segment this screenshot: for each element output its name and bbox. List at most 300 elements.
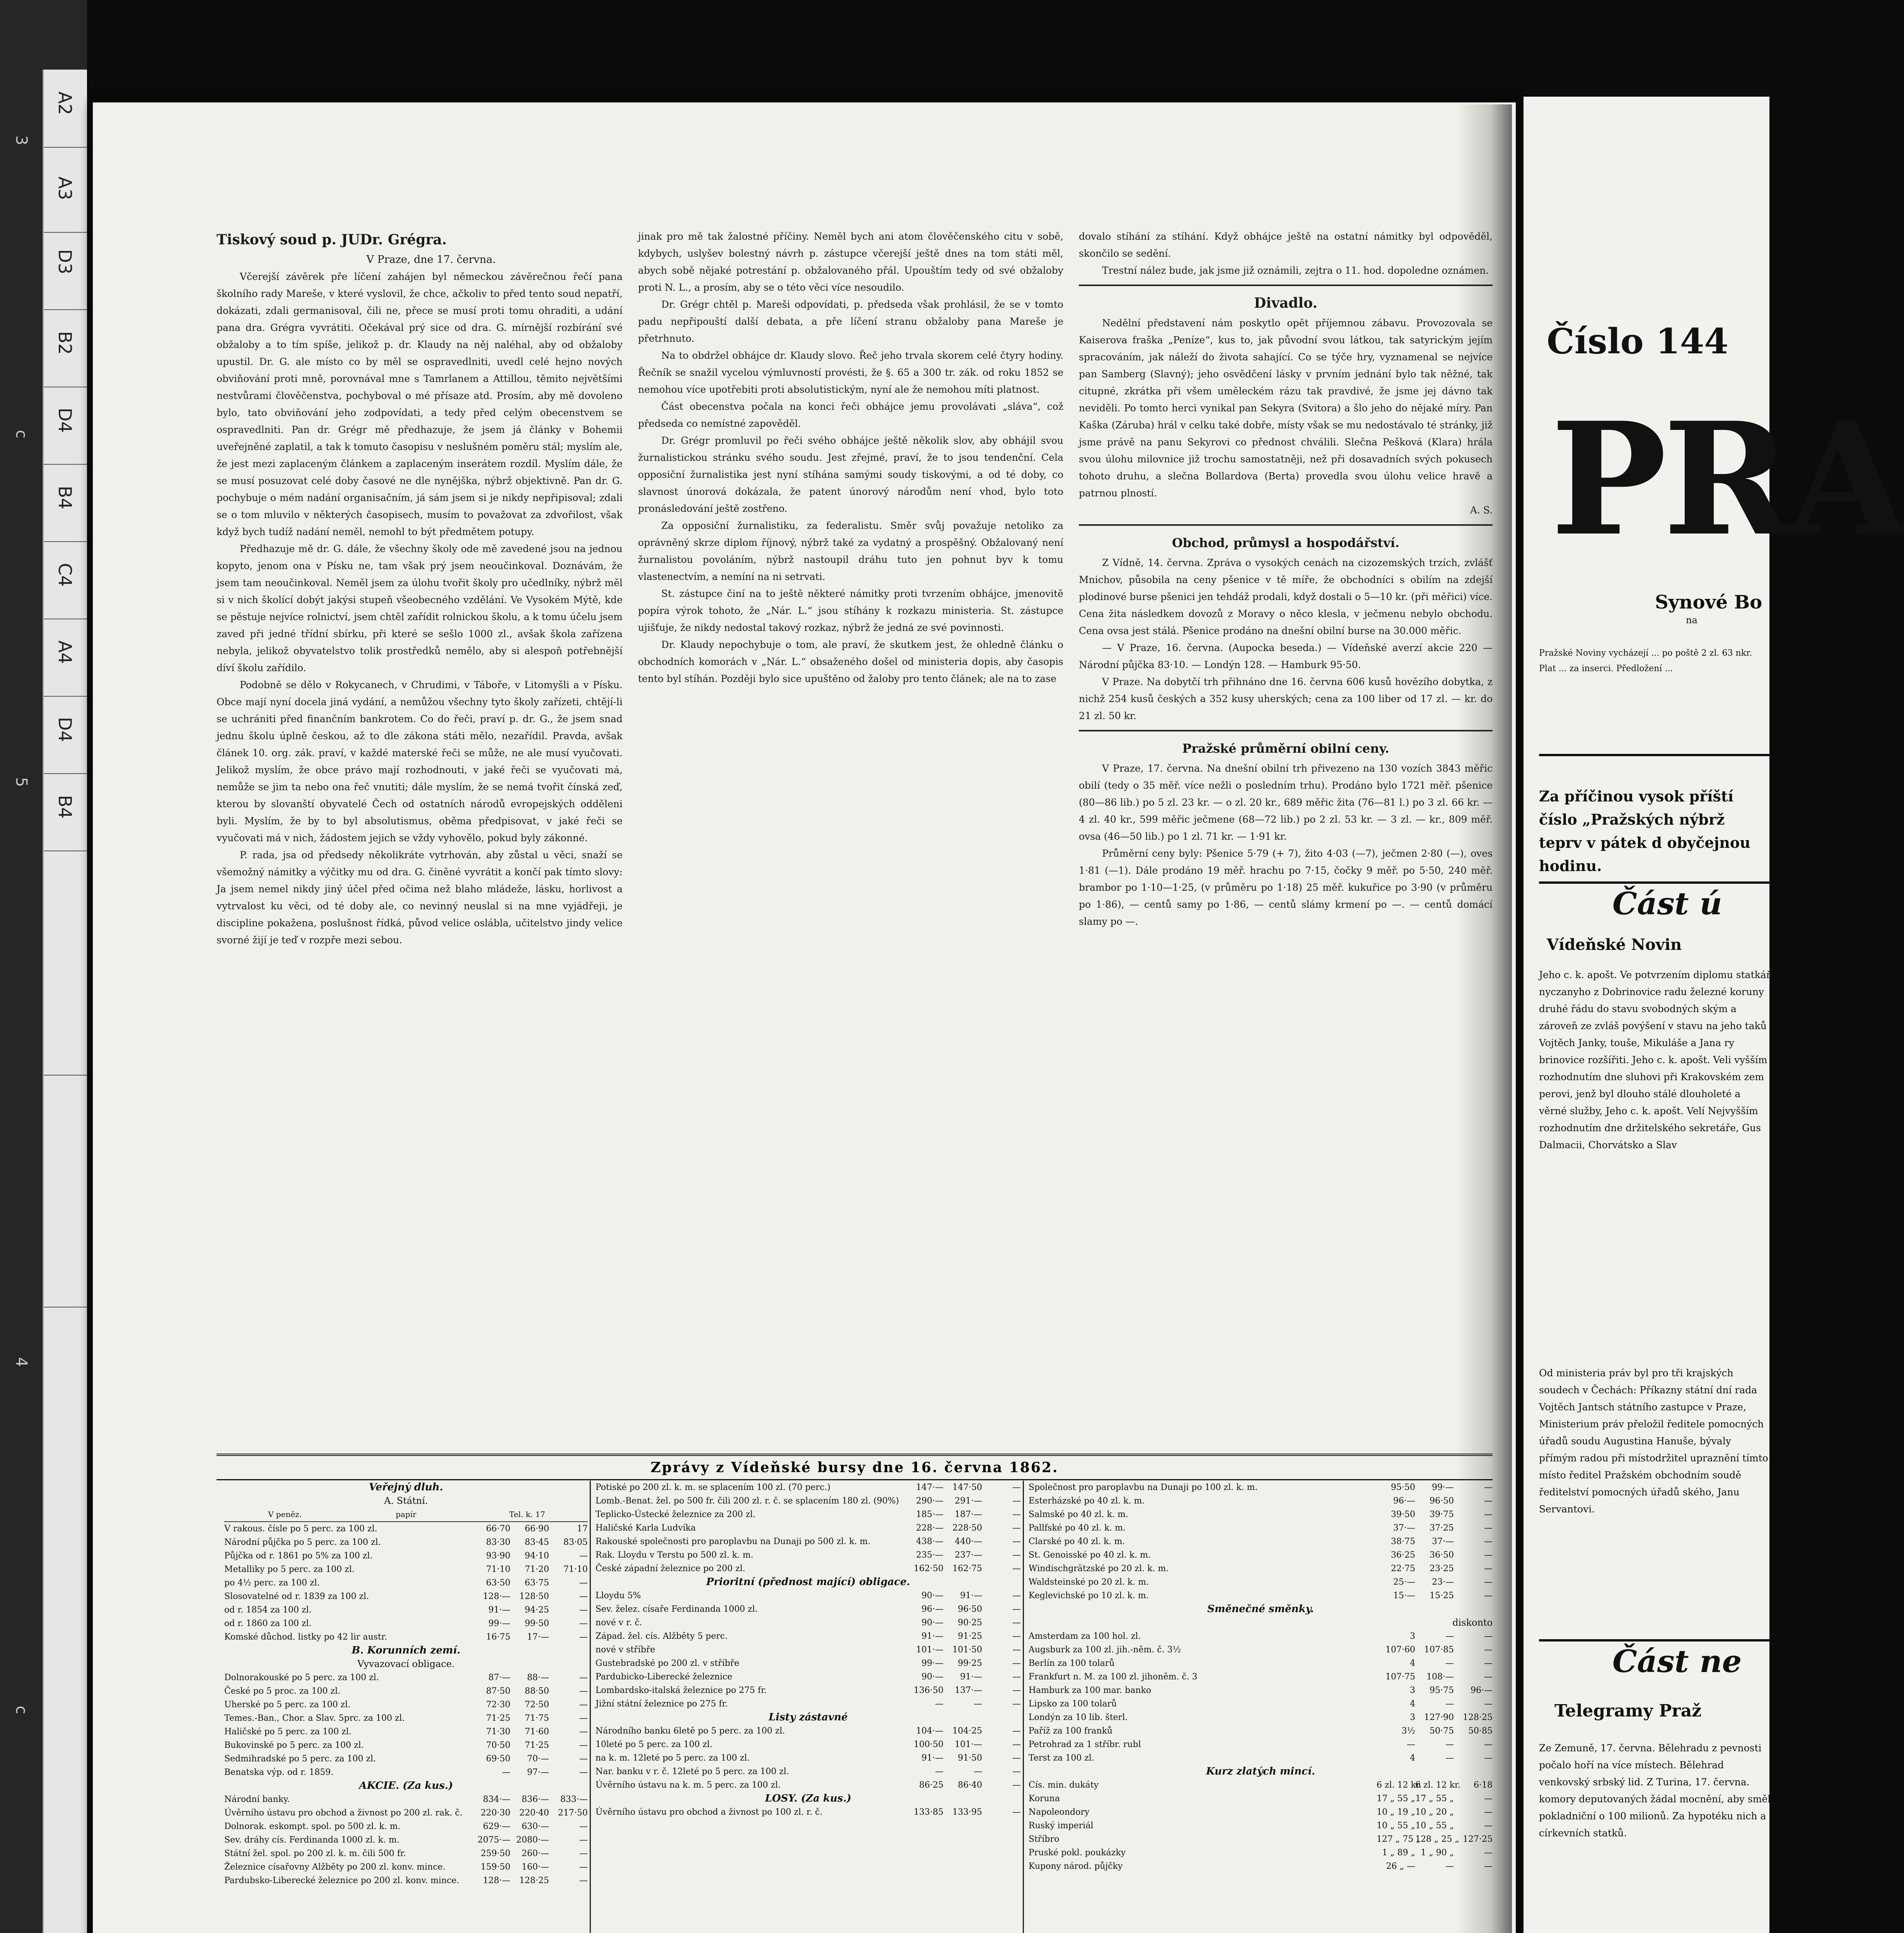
security-name: Společnost pro paroplavbu na Dunaji po 100 zl. k. m. [1029, 1483, 1258, 1492]
price-cell: 38·75 [1391, 1537, 1415, 1546]
bursa-row [1029, 1630, 1493, 1643]
price-cell: 107·60 [1385, 1645, 1415, 1655]
price-cell: 133·95 [952, 1807, 982, 1817]
price-cell: — [1012, 1672, 1021, 1682]
price-cell: 1 „ 89 „ [1382, 1848, 1415, 1858]
bursa-row [224, 1711, 588, 1725]
bursa-row [224, 1725, 588, 1739]
bursa-row [224, 1603, 588, 1617]
bursa-row [1029, 1508, 1493, 1521]
price-cell: — [1445, 1699, 1454, 1709]
security-name: Londýn za 10 lib. šterl. [1029, 1713, 1128, 1722]
price-cell: — [1445, 1861, 1454, 1871]
price-cell: — [1012, 1767, 1021, 1776]
security-name: Terst za 100 zl. [1029, 1753, 1094, 1763]
price-cell: 101·— [916, 1645, 943, 1655]
bursa-row [1029, 1819, 1493, 1832]
price-cell: 10 „ 55 „ [1377, 1821, 1415, 1831]
ruler-label: B4 [55, 486, 75, 510]
bursa-row [1029, 1643, 1493, 1657]
ruler-tick [44, 309, 87, 310]
price-cell: 6 zl. 12 kr. [1415, 1780, 1461, 1790]
security-name: Pardubsko-Liberecké železnice po 200 zl. konv. mince. [224, 1876, 459, 1885]
security-name: Koruna [1029, 1794, 1060, 1803]
bursa-section-title: Směnečné směnky. [1207, 1603, 1314, 1615]
bursa-rows [1029, 1481, 1493, 1602]
article-column-2 [638, 228, 1063, 1438]
article-paragraph: P. rada, jsa od předsedy několikráte vytrhován, aby zůstal u věci, snaží se všemožný námitky a výčitky mu od dra. G. činěné vyvrátit a končí pak tímto slovy: Ja jsem nemel nikdy jiný účel před očima než blaho mládeže, lásku, horlivost a vytrvalost ku věci, od té doby ale, co nevinný neuslal si na mne vyjádřeji, je discipline pokažena, poslušnost řídká, původ velice oslábla, učitelstvo jindy velice svorné žijí je teď v rozpře mezi sebou. [217, 849, 623, 946]
price-cell: — [1012, 1645, 1021, 1655]
bursa-row [224, 1752, 588, 1766]
security-name: Metalliky po 5 perc. za 100 zl. [224, 1565, 355, 1574]
security-name: Temes.-Ban., Chor. a Slav. 5prc. za 100 zl. [224, 1713, 405, 1723]
section-text: Od ministeria práv byl pro tři krajských soudech v Čechách: Příkazny státní dní rada Vojtěch Jantsch státního zastupce v Praze, Ministerium práv přeložil ředitele pomocných úřadů soudu Augustina Hanuše, bývaly přímým radou při místodržitel upraznění tímto místo ředitel Pražském obchodním soudě ředitelství pomocných úřadů ského, Janu Servantovi. [1539, 1367, 1768, 1515]
price-cell: 147·— [916, 1483, 943, 1492]
price-cell: 72·30 [486, 1700, 510, 1710]
security-name: Železnice císařovny Alžběty po 200 zl. konv. mince. [224, 1862, 445, 1872]
bursa-row [595, 1657, 1021, 1670]
security-name: Rak. Lloydu v Terstu po 500 zl. k. m. [595, 1550, 754, 1560]
price-cell: 2080·— [516, 1835, 549, 1845]
price-cell: 99·— [921, 1659, 943, 1668]
price-cell: 94·10 [525, 1551, 549, 1561]
price-cell: 17 „ 55 „ [1377, 1794, 1415, 1803]
price-cell: — [1484, 1672, 1493, 1682]
security-name: Dolnorakouské po 5 perc. za 100 zl. [224, 1673, 379, 1682]
price-cell: 95·75 [1430, 1686, 1454, 1695]
price-cell: 23·— [1432, 1577, 1454, 1587]
price-cell: — [1484, 1807, 1493, 1817]
security-name: Potiské po 200 zl. k. m. se splacením 100 zl. (70 perc.) [595, 1483, 831, 1492]
ruler-edge-mark: c [12, 430, 30, 438]
security-name: Waldsteinské po 20 zl. k. m. [1029, 1577, 1149, 1587]
column-rule [1023, 1481, 1024, 1933]
price-cell: 83·45 [525, 1538, 549, 1547]
article-paragraph: Za opposiční žurnalistiku, za federalistu. Směr svůj považuje netoliko za oprávněný skrze diplom říjnový, nýbrž také za vydatný a prospěšný. Obžalovaný není žurnalistou povoláním, nýbrž nastoupil dráhu tuto jen pohnut byv k tomu vlastenectvím, a nemíní na ni setrvati. [638, 520, 1063, 582]
price-cell: 93·90 [486, 1551, 510, 1561]
price-cell: 36·50 [1430, 1550, 1454, 1560]
price-cell: 10 „ 19 „ [1377, 1807, 1415, 1817]
price-cell: 128·25 [519, 1876, 549, 1885]
ruler-tick [44, 147, 87, 148]
price-cell: — [1407, 1740, 1415, 1749]
price-cell: — [935, 1767, 943, 1776]
price-cell: — [1012, 1807, 1021, 1817]
price-cell: — [1012, 1618, 1021, 1628]
price-cell: 87·— [488, 1673, 510, 1682]
price-cell: — [1484, 1577, 1493, 1587]
bursa-row [595, 1494, 1021, 1508]
ruler-label: B2 [55, 331, 75, 355]
price-cell: 90·— [921, 1672, 943, 1682]
security-name: Cís. min. dukáty [1029, 1780, 1099, 1790]
price-cell: 94·25 [525, 1605, 549, 1615]
article-paragraph: Dr. Grégr chtěl p. Mareši odpovídati, p. předseda však prohlásil, že se v tomto padu nepřipouští další debata, a pře líčení stranu obžaloby pana Mareše je přetrhnuto. [638, 299, 1063, 344]
bursa-row [595, 1589, 1021, 1602]
bursa-rows [595, 1805, 1021, 1819]
price-cell: 91·— [960, 1591, 982, 1601]
price-cell: 91·— [960, 1672, 982, 1682]
security-name: Národního banku 6letě po 5 perc. za 100 zl. [595, 1726, 785, 1736]
price-cell: 37·— [1393, 1523, 1415, 1533]
bursa-rows [224, 1671, 588, 1779]
security-name: Salmské po 40 zl. k. m. [1029, 1510, 1128, 1519]
price-cell: 101·50 [952, 1645, 982, 1655]
price-cell: — [1484, 1550, 1493, 1560]
article-paragraph: Trestní nález bude, jak jsme již oznámili, zejtra o 11. hod. dopoledne oznámen. [1102, 265, 1489, 276]
bursa-row [224, 1630, 588, 1644]
price-cell: 3 [1410, 1713, 1415, 1722]
bursa-subtitle: diskonto [1452, 1617, 1493, 1628]
price-cell: 70·— [527, 1754, 549, 1764]
price-cell: — [1012, 1550, 1021, 1560]
bursa-row [1029, 1684, 1493, 1697]
price-cell: 90·25 [958, 1618, 982, 1628]
ruler-tick [44, 1075, 87, 1076]
divider [1079, 730, 1493, 731]
bursa-column-2 [595, 1481, 1021, 1933]
ruler-edge-mark: 5 [12, 777, 30, 787]
article-paragraph: Dr. Grégr promluvil po řeči svého obhájce ještě několik slov, aby obhájil svou žurnalistickou stránku svého soudu. Jest zřejmé, praví, že to jsou tendenční. Cela opposiční žurnalistika jest nyní stíhána samými soudy tiskovými, a od té doby, co slavnost únorová dokázala, že patent únorový národům není vhod, bylo toto pronásledování ještě zostřeno. [638, 435, 1063, 514]
price-cell: 15·— [1393, 1591, 1415, 1601]
price-cell: — [1012, 1523, 1021, 1533]
price-cell: — [1484, 1861, 1493, 1871]
bursa-row [595, 1535, 1021, 1548]
price-cell: 23·25 [1430, 1564, 1454, 1573]
bursa-rows [224, 1522, 588, 1644]
price-cell: — [1012, 1604, 1021, 1614]
price-cell: — [974, 1767, 982, 1776]
price-cell: — [1445, 1631, 1454, 1641]
price-cell: 10 „ 20 „ [1415, 1807, 1454, 1817]
price-cell: — [579, 1713, 588, 1723]
security-name: Bukovinské po 5 perc. za 100 zl. [224, 1740, 364, 1750]
price-cell: 228·— [916, 1523, 943, 1533]
security-name: Sev. želez. císaře Ferdinanda 1000 zl. [595, 1604, 758, 1614]
section-title-divadlo: Divadlo. [1254, 295, 1317, 311]
article-paragraph: V Praze. Na dobytčí trh přihnáno dne 16. června 606 kusů hovězího dobytka, z nichž 254 kusů českých a 352 kusy uherských; cena za 100 liber od 17 zl. — kr. do 21 zl. 50 kr. [1079, 676, 1493, 721]
article-paragraph: Z Vídně, 14. června. Zpráva o vysokých cenách na cizozemských trzích, zvlášť Mnichov, působila na ceny pšenice v tě míře, že obchodníci s obilím na zdejší plodinové burse pšenici jen tehdáž prodali, když dostali o 5—10 kr. (při měřici) více. Cena žita následkem dovozů z Moravy o něco klesla, v ječmenu nebylo obchodu. Cena ovsa jest stálá. Pšenice prodáno na dnešní obilní burse na 30.000 měřic. [1079, 557, 1493, 636]
article-paragraph: Část obecenstva počala na konci řeči obhájce jemu provolávati „sláva“, což předseda co nemístné zapověděl. [638, 401, 1063, 429]
price-cell: 71·10 [563, 1565, 588, 1574]
security-name: Napoleondory [1029, 1807, 1090, 1817]
price-cell: 6 zl. 12 kr. [1377, 1780, 1422, 1790]
price-cell: 50·75 [1430, 1726, 1454, 1736]
bursa-row [1029, 1535, 1493, 1548]
security-name: Uherské po 5 perc. za 100 zl. [224, 1700, 351, 1710]
security-name: Stříbro [1029, 1834, 1059, 1844]
article-paragraph: V Praze, 17. června. Na dnešní obilní trh přivezeno na 130 vozích 3843 měřic obilí (tedy o 35 měř. více nežli o posledním trhu). Prodáno bylo 1721 měř. pšenice (80—86 lib.) po 5 zl. 23 kr. — o zl. 20 kr., 689 měřic žita (76—81 l.) po 3 zl. 66 kr. — 4 zl. 40 kr., 599 měřic ječmene (68—72 lib.) po 2 zl. 53 kr. — 3 zl. — kr., 809 měř. ovsa (46—50 lib.) po 1 zl. 71 kr. — 1·91 kr. [1079, 763, 1493, 842]
article-title: Tiskový soud p. JUDr. Grégra. [217, 232, 447, 248]
price-cell: 37·25 [1430, 1523, 1454, 1533]
price-cell: 96·50 [1430, 1496, 1454, 1506]
price-cell: — [1484, 1753, 1493, 1763]
bursa-row [224, 1671, 588, 1684]
bursa-row [595, 1481, 1021, 1494]
price-cell: 71·10 [486, 1565, 510, 1574]
price-cell: 147·50 [952, 1483, 982, 1492]
price-cell: 99·50 [525, 1619, 549, 1628]
price-cell: — [1012, 1780, 1021, 1790]
price-cell: — [1484, 1821, 1493, 1831]
section-subtitle: Telegramy Praž [1554, 1701, 1702, 1721]
bursa-row [224, 1806, 588, 1820]
price-cell: 71·75 [525, 1713, 549, 1723]
security-name: Petrohrad za 1 stříbr. rubl [1029, 1740, 1141, 1749]
price-cell: — [935, 1699, 943, 1709]
article-paragraph: Na to obdržel obhájce dr. Klaudy slovo. Řeč jeho trvala skorem celé čtyry hodiny. Řečník se snažil vycelou výmluvností provésti, že §. 65 a 300 tr. zák. od roku 1852 se nemohou více upotřebiti proti absolutistickým, nyní ale že nemohou míti platnost. [638, 350, 1063, 395]
price-cell: 260·— [522, 1849, 549, 1858]
price-cell: 291·— [955, 1496, 982, 1506]
price-cell: 90·— [921, 1618, 943, 1628]
price-cell: 630·— [522, 1822, 549, 1831]
price-cell: 50·85 [1468, 1726, 1493, 1736]
price-cell: — [1484, 1740, 1493, 1749]
header-cell: V peněz. [268, 1510, 302, 1519]
ruler-label: A4 [55, 640, 75, 664]
security-name: Ruský imperiál [1029, 1821, 1094, 1831]
price-cell: 235·— [916, 1550, 943, 1560]
price-cell: 136·50 [914, 1686, 943, 1695]
security-name: Národní banky. [224, 1795, 290, 1804]
bursa-row [1029, 1575, 1493, 1589]
article-column-3 [1079, 228, 1493, 1438]
price-cell: 290·— [916, 1496, 943, 1506]
price-cell: — [579, 1822, 588, 1831]
bursa-row [1029, 1832, 1493, 1846]
security-name: Lloydu 5% [595, 1591, 641, 1601]
article-paragraph: Dr. Klaudy nepochybuje o tom, ale praví, že skutkem jest, že ohledně článku o obchodních komorách v „Nár. L.“ obsaženého došel od ministeria dopis, aby časopis tento byl stíhán. Později bylo sice upuštěno od žaloby pro tento článek; ale na to zase [638, 639, 1063, 684]
price-cell: 187·— [955, 1510, 982, 1519]
price-cell: — [1012, 1591, 1021, 1601]
bursa-section-title: Kurz zlatých mincí. [1206, 1766, 1315, 1777]
bursa-rows [595, 1724, 1021, 1792]
price-cell: — [1012, 1483, 1021, 1492]
price-cell: 71·20 [525, 1565, 549, 1574]
ruler-tick [44, 541, 87, 542]
price-cell: — [1445, 1740, 1454, 1749]
price-cell: — [1484, 1523, 1493, 1533]
price-cell: 1 „ 90 „ [1421, 1848, 1454, 1858]
article-paragraph: Průměrní ceny byly: Pšenice 5·79 (+ 7), žito 4·03 (—7), ječmen 2·80 (—), oves 1·81 (—1). Dále prodáno 19 měř. hrachu po 7·15, čočky 9 měř. po 5·50, 240 měř. brambor po 1·10—1·25, (v průměru po 1·18) 25 měř. kukuřice po 3·90 (v průměru po 1·86), — centů samy po 1·86, — centů slámy krmení po —. — centů domácí slamy po —. [1079, 848, 1493, 927]
price-cell: 86·25 [919, 1780, 943, 1790]
article-column-1 [217, 228, 623, 1438]
price-cell: 69·50 [486, 1754, 510, 1764]
ruler-label: C4 [55, 563, 75, 587]
article-paragraph: Nedělní představení nám poskytlo opět příjemnou zábavu. Provozovala se Kaiserova fraška „Peníze“, kus to, jak původní svou látkou, tak satyrickým jejím spracováním, jak náleží do života sahající. Co se týče hry, vyznamenal se nejvíce pan Samberg (Slavný); jeho osvědčení lásky v prvním jednání bylo tak něžné, tak citupné, zkrátka při všem uměleckém rázu tak pravdivé, že jsme jej dávno tak neviděli. Po tomto herci vynikal pan Sekyra (Svitora) a šlo jeho do nějaké míry. Pan Kaška (Záruba) hrál v celku také dobře, místy však se mu nedostávalo té stránky, již jsme právě na panu Sekyrovi co přednost chválili. Slečna Pešková (Klara) hrála svou úlohu milovnice již trochu samostatněji, než při dosavadních svých pokusech tohoto druhu, a slečna Bollardova (Berta) provedla svou úlohu velice hravě a patrnou plností. [1079, 317, 1493, 499]
price-cell: — [1484, 1699, 1493, 1709]
bursa-rows [1029, 1778, 1493, 1873]
security-name: Slosovatelné od r. 1839 za 100 zl. [224, 1592, 369, 1601]
price-cell: — [579, 1849, 588, 1858]
ruler-tick [44, 773, 87, 774]
divider [1079, 524, 1493, 526]
security-name: Sev. dráhy cís. Ferdinanda 1000 zl. k. m. [224, 1835, 399, 1845]
security-name: Lomb.-Benat. žel. po 500 fr. čili 200 zl. r. č. se splacením 180 zl. (90%) [595, 1496, 899, 1506]
bursa-row [224, 1860, 588, 1874]
bursa-column-3 [1029, 1481, 1493, 1933]
price-cell: — [1012, 1510, 1021, 1519]
bursa-section-title: Veřejný dluh. [369, 1481, 443, 1493]
security-name: Sedmihradské po 5 perc. za 100 zl. [224, 1754, 376, 1764]
price-cell: 127·90 [1424, 1713, 1454, 1722]
price-cell: 39·75 [1430, 1510, 1454, 1519]
article-paragraph: Předhazuje mě dr. G. dále, že všechny školy ode mě zavedené jsou na jednou kopyto, jenom ona v Písku ne, tam však prý jsem neoučinkoval. Doznávám, že jsem tam neoučinkoval. Neměl jsem za úlohu tvořit školy pro učedlníky, nýbrž měl si v nich školící dobýt jakýsi stupeň všeobecného vzdělání. Ve Vysokém Mýtě, kde se pěstuje nejvíce rolnictví, jsem chtěl zařídit rolnickou školu, a k tomu účelu jsem zaved při jedné třídní sbírku, při které se sešlo 1000 zl., avšak škola zařízena nebyla, jelikož obyvatelstvo tolik prostředků nemělo, aby si alespoň potřebnější díví školu zařídilo. [217, 543, 623, 673]
price-cell: — [579, 1686, 588, 1696]
price-cell: — [579, 1876, 588, 1885]
bursa-row [595, 1616, 1021, 1630]
security-name: České po 5 proc. za 100 zl. [224, 1686, 341, 1696]
price-cell: 259·50 [481, 1849, 510, 1858]
bursa-row [224, 1617, 588, 1630]
bursa-row [224, 1563, 588, 1576]
price-cell: — [579, 1835, 588, 1845]
bursa-subtitle: A. Státní. [384, 1495, 428, 1506]
article-paragraph: Podobně se dělo v Rokycanech, v Chrudimi, v Táboře, v Litomyšli a v Písku. Obce mají nyní docela jiná vydání, a nemůžou všechny tyto školy zařízeti, chtějí-li se uchrániti před finančním bankrotem. Co do řeči, praví p. dr. G., že jsem snad jednu školu úplně českou, až to dle zákona státi mělo, nezařídil. Pravda, avšak článek 10. org. zák. praví, v každé materské řeči se může, ne ale musí vyučovati. Jelikož myslím, že obce právo mají rozhodnouti, v jaké řeči se vyučovati má, nemůže se jim ta nebo ona řeč vnutiti; dále myslím, že se nemá tvořit čínská zeď, kterou by slovanští obyvatelé Čech od ostatních národů evropejských odděleni byli. Myslím, že by to byl absolutismus, oběma předpisovat, v jaké řeči se vyučovati má v nich, žádostem jejich se vždy vyhovělo, pokud byly zákonné. [217, 679, 623, 844]
price-cell: 128·— [483, 1592, 510, 1601]
ruler-tick [44, 464, 87, 465]
bursa-row [595, 1805, 1021, 1819]
security-name: Pardubicko-Liberecké železnice [595, 1672, 732, 1682]
bursa-row [1029, 1670, 1493, 1684]
bursa-row [595, 1751, 1021, 1765]
price-cell: 17 [577, 1524, 588, 1534]
security-name: Rakouské společnosti pro paroplavbu na Dunaji po 500 zl. k. m. [595, 1537, 871, 1546]
price-cell: — [1012, 1753, 1021, 1763]
ruler-edge-mark: c [12, 1706, 30, 1714]
price-cell: — [1012, 1726, 1021, 1736]
security-name: Hamburk za 100 mar. banko [1029, 1686, 1151, 1695]
price-cell: 66·90 [525, 1524, 549, 1534]
bursa-column-1 [224, 1481, 588, 1933]
bursa-row [1029, 1562, 1493, 1575]
price-cell: 127·25 [1463, 1834, 1493, 1844]
price-cell: — [579, 1673, 588, 1682]
bursa-row [224, 1522, 588, 1536]
bursa-row [224, 1684, 588, 1698]
security-name: Úvěrního ústavu na k. m. 5 perc. za 100 zl. [595, 1780, 781, 1790]
price-cell: 86·40 [958, 1780, 982, 1790]
bursa-row [1029, 1521, 1493, 1535]
security-name: Úvěrního ústavu pro obchod a živnost po 100 zl. r. č. [595, 1807, 823, 1817]
price-cell: 128·— [483, 1876, 510, 1885]
bursa-row [1029, 1548, 1493, 1562]
issue-number: Číslo 144 [1547, 321, 1728, 362]
price-cell: 3 [1410, 1631, 1415, 1641]
security-name: Jižní státní železnice po 275 fr. [595, 1699, 728, 1709]
bursa-row [595, 1562, 1021, 1575]
bursa-row [1029, 1846, 1493, 1860]
price-cell: 71·25 [486, 1713, 510, 1723]
ruler-label: D4 [55, 717, 75, 742]
article-paragraph: — V Praze, 16. června. (Aupocka beseda.) — Vídeňské averzí akcie 220 — Národní půjčka 83·10. — Londýn 128. — Hamburk 95·50. [1079, 642, 1493, 670]
price-cell: 88·— [527, 1673, 549, 1682]
security-name: nové v stříbře [595, 1645, 655, 1655]
security-name: Západ. žel. cís. Alžběty 5 perc. [595, 1631, 728, 1641]
security-name: V rakous. čísle po 5 perc. za 100 zl. [224, 1524, 377, 1534]
price-cell: 108·— [1426, 1672, 1454, 1682]
price-cell: — [579, 1727, 588, 1737]
bursa-row [224, 1698, 588, 1711]
issue-notice: Za příčinou vysok příští číslo „Pražských nýbrž teprv v pátek d obyčejnou hodinu. [1539, 788, 1750, 874]
price-cell: 4 [1410, 1659, 1415, 1668]
header-cell: Tel. k. 17 [509, 1510, 545, 1519]
bursa-rows [595, 1589, 1021, 1711]
bursa-row [224, 1536, 588, 1549]
price-cell: 10 „ 55 „ [1415, 1821, 1454, 1831]
security-name: Národní půjčka po 5 perc. za 100 zl. [224, 1538, 381, 1547]
price-cell: — [579, 1605, 588, 1615]
price-cell: — [579, 1700, 588, 1710]
price-cell: 91·— [921, 1753, 943, 1763]
bursa-row [224, 1833, 588, 1847]
security-name: Windischgrätzské po 20 zl. k. m. [1029, 1564, 1169, 1573]
security-name: Amsterdam za 100 hol. zl. [1029, 1631, 1141, 1641]
price-cell: 836·— [522, 1795, 549, 1804]
bursa-row [1029, 1860, 1493, 1873]
price-cell: 107·85 [1424, 1645, 1454, 1655]
bursa-title: Zprávy z Vídeňské bursy dne 16. června 1862. [217, 1454, 1493, 1480]
price-cell: — [1484, 1631, 1493, 1641]
security-name: Půjčka od r. 1861 po 5% za 100 zl. [224, 1551, 373, 1561]
article-paragraph: jinak pro mě tak žalostné příčiny. Neměl bych ani atom člověčenského citu v sobě, kdybych, uslyšev bolestný návrh p. zástupce včerejší ještě dnes na tom státi měl, abych sobě nějaké potrestání p. obžalovaného přál. Upouštím tedy od své obžaloby proti N. L., a prosím, aby se o této věci více nesoudilo. [638, 231, 1063, 293]
security-name: St. Genoisské po 40 zl. k. m. [1029, 1550, 1151, 1560]
security-name: nové v r. č. [595, 1618, 642, 1628]
security-name: Augsburk za 100 zl. jih.-něm. č. 3½ [1029, 1645, 1181, 1655]
bursa-row [1029, 1657, 1493, 1670]
security-name: na k. m. 12leté po 5 perc. za 100 zl. [595, 1753, 750, 1763]
price-cell: 37·— [1432, 1537, 1454, 1546]
bursa-section-title: LOSY. (Za kus.) [765, 1793, 851, 1804]
security-name: Clarské po 40 zl. k. m. [1029, 1537, 1125, 1546]
article-paragraph: dovalo stíhání za stíhání. Když obhájce ještě na ostatní námitky byl odpověděl, skončilo se sedění. [1079, 231, 1493, 259]
bursa-rows [1029, 1630, 1493, 1765]
price-cell: 101·— [955, 1740, 982, 1749]
article-paragraph: St. zástupce činí na to ještě některé námitky proti tvrzením obhájce, jmenovitě popíra výrok tohoto, že „Nár. L.“ jsou stíhány k rozkazu ministeria. St. zástupce ujišťuje, že nikdy nedostal takový rozkaz, nýbrž že jedná ze své povinnosti. [638, 588, 1063, 633]
price-cell: — [1484, 1483, 1493, 1492]
price-cell: 91·50 [958, 1753, 982, 1763]
bursa-row [224, 1793, 588, 1806]
bursa-header [224, 1508, 588, 1522]
security-name: Benatska výp. od r. 1859. [224, 1768, 334, 1777]
bursa-row [1029, 1751, 1493, 1765]
bursa-row [595, 1630, 1021, 1643]
bursa-row [595, 1548, 1021, 1562]
price-cell: 96·50 [958, 1604, 982, 1614]
bursa-row [224, 1874, 588, 1887]
price-cell: — [1445, 1753, 1454, 1763]
price-cell: 3½ [1401, 1726, 1415, 1736]
price-cell: 71·30 [486, 1727, 510, 1737]
price-cell: — [974, 1699, 982, 1709]
price-cell: 17 „ 55 „ [1415, 1794, 1454, 1803]
price-cell: — [1012, 1740, 1021, 1749]
bursa-row [1029, 1792, 1493, 1805]
price-cell: 71·25 [525, 1740, 549, 1750]
security-name: Lipsko za 100 tolarů [1029, 1699, 1117, 1709]
bursa-row [1029, 1481, 1493, 1494]
security-name: Haličské po 5 perc. za 100 zl. [224, 1727, 351, 1737]
price-cell: 71·60 [525, 1727, 549, 1737]
price-cell: — [1012, 1496, 1021, 1506]
security-name: Úvěrního ústavu pro obchod a živnost po 200 zl. rak. č. [224, 1808, 462, 1818]
price-cell: — [502, 1768, 510, 1777]
section-subtitle: Vídeňské Novin [1547, 936, 1682, 954]
price-cell: 2075·— [478, 1835, 510, 1845]
price-cell: 91·— [921, 1631, 943, 1641]
price-cell: 15·25 [1430, 1591, 1454, 1601]
ruler-label: B4 [55, 795, 75, 819]
